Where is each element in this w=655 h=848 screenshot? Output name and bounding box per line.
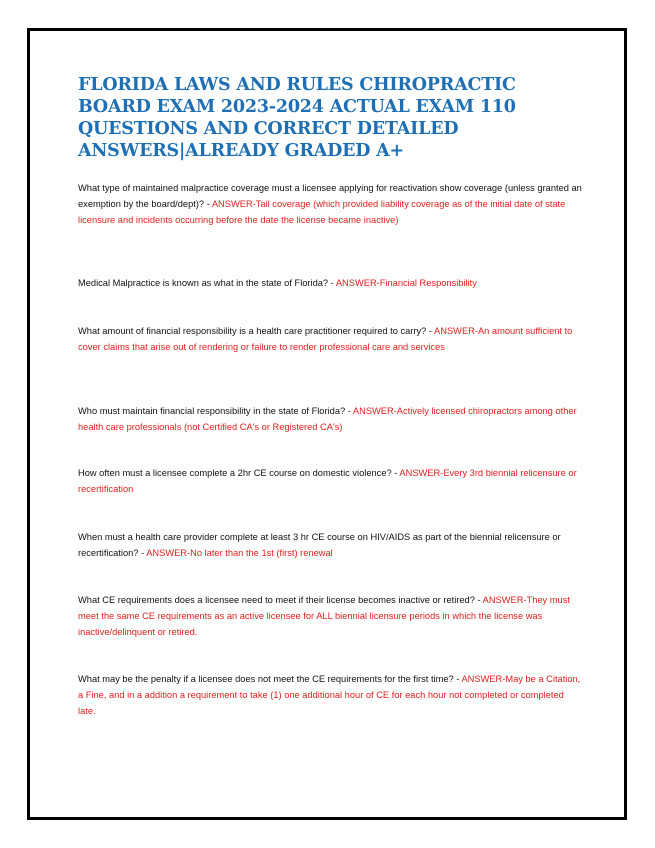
qa-item [78,275,583,291]
answer-text: ANSWER-Every 3rd biennial relicensure or recertification [78,468,577,494]
qa-item [78,465,583,497]
question-text: When must a health care provider complete at least 3 hr CE course on HIV/AIDS as part of the biennial relicensure or recertification? - [78,532,561,558]
answer-text: ANSWER-They must meet the same CE requirements as an active licensee for ALL biennial licensure periods in which the license was inactive/delinquent or retired. [78,595,570,637]
answer-text: ANSWER-An amount sufficient to cover claims that arise out of rendering or failure to render professional care and services [78,326,573,352]
document-body [78,74,583,716]
question-text: Who must maintain financial responsibility in the state of Florida? - [78,406,353,416]
answer-text: ANSWER-Tail coverage (which provided liability coverage as of the initial date of state licensure and incidents occurring before the date the license became inactive) [78,199,566,225]
question-text: Medical Malpractice is known as what in the state of Florida? - [78,278,336,288]
qa-item [78,592,583,640]
question-text: What amount of financial responsibility is a health care practitioner required to carry? - [78,326,435,336]
question-text: How often must a licensee complete a 2hr CE course on domestic violence? - [78,468,400,478]
question-text: What type of maintained malpractice coverage must a licensee applying for reactivation show coverage (unless granted an exemption by the board/dept)? - [78,183,582,209]
qa-item [78,671,583,719]
question-text: What CE requirements does a licensee need to meet if their license becomes inactive or retired? - [78,595,483,605]
answer-text: ANSWER-Actively licensed chiropractors among other health care professionals (not Certified CA's or Registered CA's) [78,406,577,432]
answer-text: ANSWER-May be a Citation, a Fine, and in a addition a requirement to take (1) one additional hour of CE for each hour not completed or completed late. [78,674,581,716]
qa-item [78,323,583,355]
answer-text: ANSWER-No later than the 1st (first) renewal [146,548,333,558]
document-title: FLORIDA LAWS AND RULES CHIROPRACTIC BOARD EXAM 2023-2024 ACTUAL EXAM 110 QUESTIONS AND CORRECT DETAILED ANSWERS|ALREADY GRADED A+ [78,75,516,161]
qa-item [78,180,583,228]
answer-text: ANSWER-Financial Responsibility [335,278,477,288]
qa-item [78,403,583,435]
qa-item [78,529,583,561]
question-text: What may be the penalty if a licensee does not meet the CE requirements for the first time? - [78,674,462,684]
